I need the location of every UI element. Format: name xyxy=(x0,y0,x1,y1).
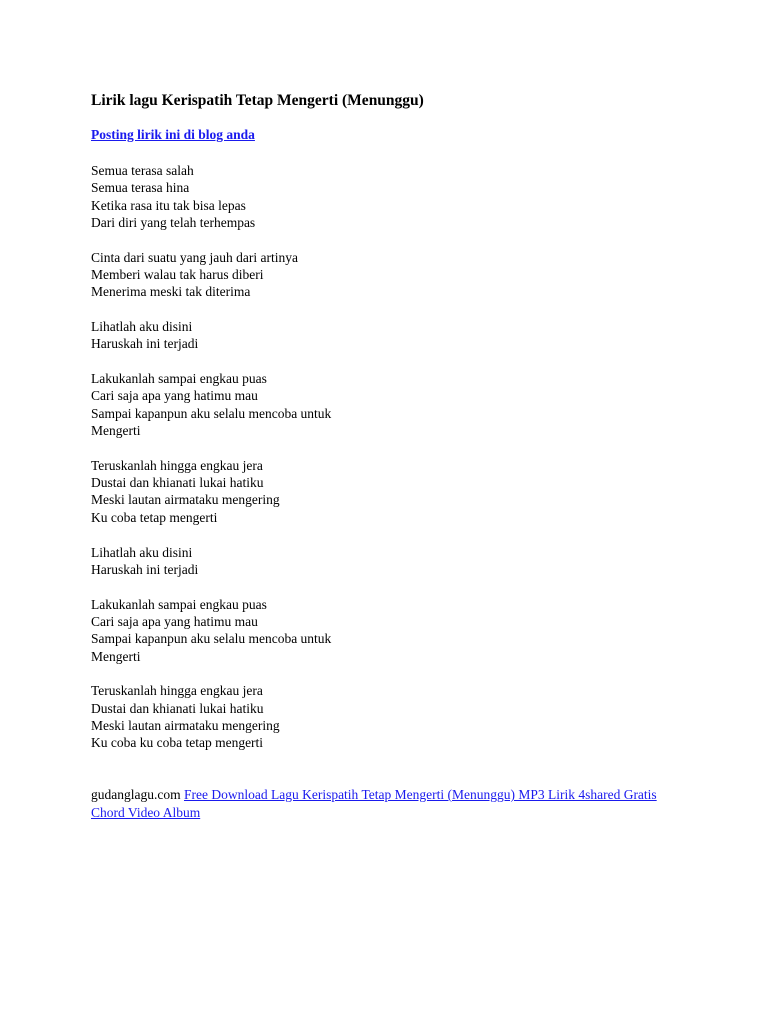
post-to-blog-link[interactable]: Posting lirik ini di blog anda xyxy=(91,127,255,142)
lyrics-line: Haruskah ini terjadi xyxy=(91,336,199,352)
lyrics-line: Lakukanlah sampai engkau puas xyxy=(91,596,267,612)
lyrics-line: Ku coba ku coba tetap mengerti xyxy=(91,735,264,751)
lyrics-line: Sampai kapanpun aku selalu mencoba untuk xyxy=(91,631,332,647)
lyrics-line: Teruskanlah hingga engkau jera xyxy=(91,683,263,699)
lyrics-line: Dustai dan khianati lukai hatiku xyxy=(91,475,264,491)
lyrics-line: Ku coba tetap mengerti xyxy=(91,509,218,525)
lyrics-line: Semua terasa hina xyxy=(91,180,190,196)
download-link[interactable]: Free Download Lagu Kerispatih Tetap Mengerti (Menunggu) MP3 Lirik 4shared Gratis Chord Video Album xyxy=(91,787,657,820)
lyrics-line: Teruskanlah hingga engkau jera xyxy=(91,457,263,473)
lyrics-line: Mengerti xyxy=(91,648,141,664)
lyrics-stanza xyxy=(91,318,691,353)
source-site-text: gudanglagu.com xyxy=(91,787,181,802)
lyrics-stanza xyxy=(91,249,691,301)
lyrics-line: Sampai kapanpun aku selalu mencoba untuk xyxy=(91,405,332,421)
lyrics-line: Ketika rasa itu tak bisa lepas xyxy=(91,197,246,213)
lyrics-line: Cari saja apa yang hatimu mau xyxy=(91,388,258,404)
lyrics-stanza xyxy=(91,370,691,439)
lyrics-stanza xyxy=(91,544,691,579)
lyrics-line: Menerima meski tak diterima xyxy=(91,284,251,300)
lyrics-line: Cari saja apa yang hatimu mau xyxy=(91,613,258,629)
lyrics-body xyxy=(91,162,691,769)
lyrics-line: Mengerti xyxy=(91,423,141,439)
document-title: Lirik lagu Kerispatih Tetap Mengerti (Menunggu) xyxy=(91,92,424,109)
lyrics-line: Lakukanlah sampai engkau puas xyxy=(91,371,267,387)
lyrics-line: Meski lautan airmataku mengering xyxy=(91,492,280,508)
lyrics-stanza xyxy=(91,596,691,665)
lyrics-line: Lihatlah aku disini xyxy=(91,319,193,335)
lyrics-line: Meski lautan airmataku mengering xyxy=(91,717,280,733)
lyrics-line: Dustai dan khianati lukai hatiku xyxy=(91,700,264,716)
lyrics-stanza xyxy=(91,682,691,751)
lyrics-line: Lihatlah aku disini xyxy=(91,544,193,560)
lyrics-line: Haruskah ini terjadi xyxy=(91,561,199,577)
source-footer xyxy=(91,786,691,822)
lyrics-line: Memberi walau tak harus diberi xyxy=(91,266,264,282)
lyrics-line: Dari diri yang telah terhempas xyxy=(91,214,256,230)
lyrics-stanza xyxy=(91,457,691,526)
lyrics-line: Cinta dari suatu yang jauh dari artinya xyxy=(91,249,298,265)
lyrics-line: Semua terasa salah xyxy=(91,163,194,178)
lyrics-stanza xyxy=(91,162,691,231)
